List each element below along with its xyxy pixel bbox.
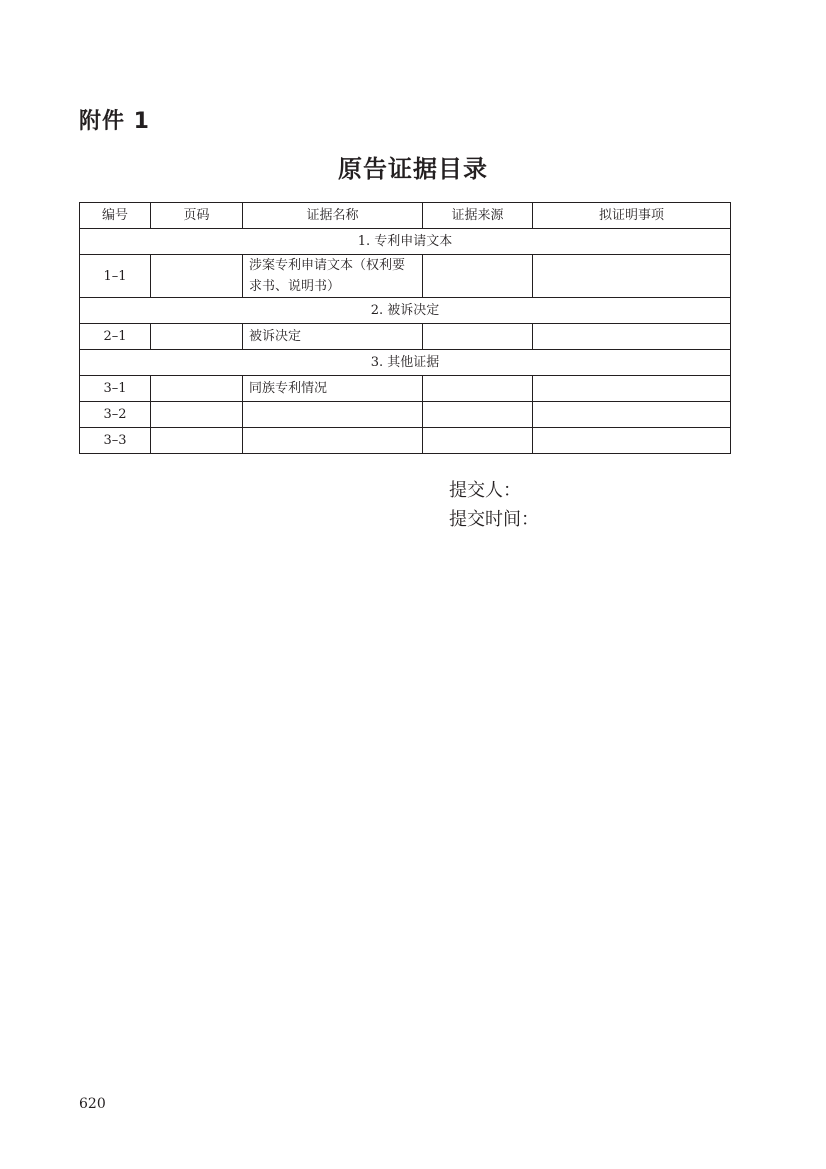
page-number: 620: [79, 1096, 106, 1112]
row-page: [151, 255, 243, 298]
row-evidence-source: [423, 376, 533, 402]
section-title: 2. 被诉决定: [80, 298, 731, 324]
row-number: 1–1: [80, 255, 151, 298]
table-row: [80, 376, 731, 402]
row-evidence-name: 同族专利情况: [243, 376, 423, 402]
table-header-row: [80, 203, 731, 229]
evidence-table: [79, 202, 731, 454]
submitter-label: 提交人：: [449, 480, 521, 501]
header-evidence-source: 证据来源: [423, 203, 533, 229]
table-row: [80, 255, 731, 298]
submit-time-label: 提交时间：: [449, 509, 539, 530]
header-page: 页码: [151, 203, 243, 229]
section-row: [80, 229, 731, 255]
row-purpose: [533, 428, 731, 454]
row-page: [151, 428, 243, 454]
row-page: [151, 402, 243, 428]
row-evidence-source: [423, 428, 533, 454]
row-evidence-source: [423, 324, 533, 350]
row-purpose: [533, 376, 731, 402]
row-number: 3–3: [80, 428, 151, 454]
row-purpose: [533, 255, 731, 298]
table-row: [80, 324, 731, 350]
row-evidence-name: 涉案专利申请文本（权利要求书、说明书）: [243, 255, 423, 298]
row-purpose: [533, 402, 731, 428]
row-evidence-source: [423, 255, 533, 298]
row-purpose: [533, 324, 731, 350]
row-page: [151, 376, 243, 402]
section-row: [80, 350, 731, 376]
row-number: 3–2: [80, 402, 151, 428]
attachment-label: 附件 1: [79, 109, 150, 134]
header-evidence-name: 证据名称: [243, 203, 423, 229]
section-row: [80, 298, 731, 324]
section-title: 1. 专利申请文本: [80, 229, 731, 255]
section-title: 3. 其他证据: [80, 350, 731, 376]
row-evidence-name: [243, 428, 423, 454]
row-evidence-name: 被诉决定: [243, 324, 423, 350]
row-number: 2–1: [80, 324, 151, 350]
header-purpose: 拟证明事项: [533, 203, 731, 229]
table-row: [80, 402, 731, 428]
row-number: 3–1: [80, 376, 151, 402]
table-row: [80, 428, 731, 454]
document-title: 原告证据目录: [338, 155, 488, 183]
header-number: 编号: [80, 203, 151, 229]
row-page: [151, 324, 243, 350]
row-evidence-name: [243, 402, 423, 428]
row-evidence-source: [423, 402, 533, 428]
